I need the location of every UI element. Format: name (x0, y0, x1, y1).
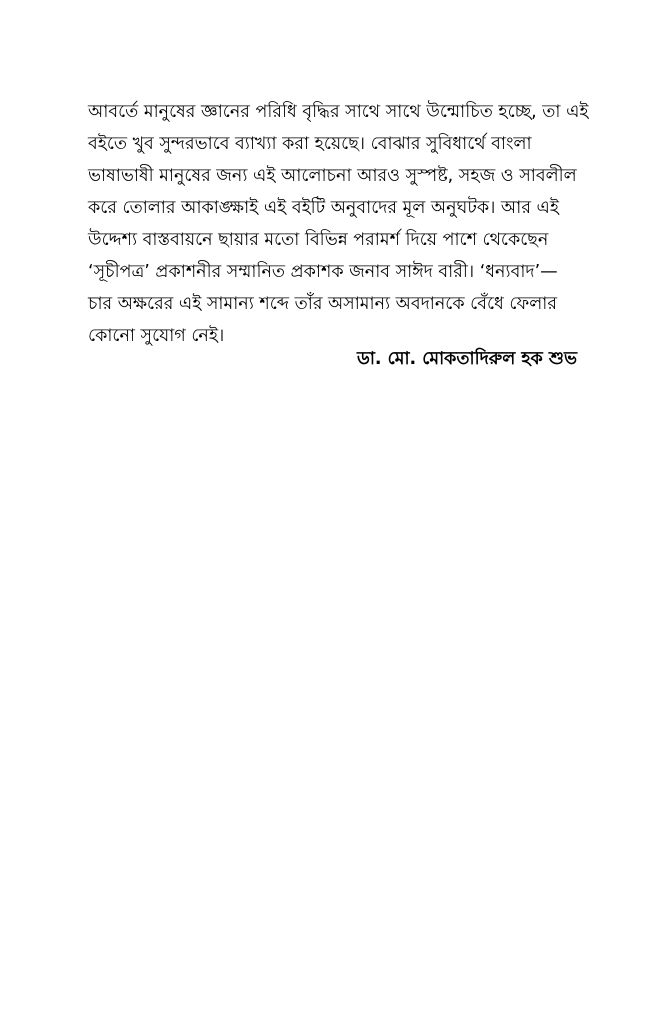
body-paragraph (88, 96, 588, 352)
paragraph-line: উদ্দেশ্য বাস্তবায়নে ছায়ার মতো বিভিন্ন পরামর্শ দিয়ে পাশে থেকেছেন (88, 230, 549, 250)
paragraph-line: করে তোলার আকাঙ্ক্ষাই এই বইটি অনুবাদের মূল অনুঘটক। আর এই (88, 198, 559, 218)
paragraph-line: চার অক্ষরের এই সামান্য শব্দে তাঁর অসামান্য অবদানকে বেঁধে ফেলার (88, 294, 557, 314)
author-signature: ডা. মো. মোকতাদিরুল হক শুভ (356, 349, 577, 369)
paragraph-line: আবর্তে মানুষের জ্ঞানের পরিধি বৃদ্ধির সাথে সাথে উন্মোচিত হচ্ছে, তা এই (88, 102, 589, 122)
paragraph-line: কোনো সুযোগ নেই। (88, 326, 225, 346)
paragraph-line: বইতে খুব সুন্দরভাবে ব্যাখ্যা করা হয়েছে। বোঝার সুবিধার্থে বাংলা (88, 134, 532, 154)
paragraph-line: ভাষাভাষী মানুষের জন্য এই আলোচনা আরও সুস্পষ্ট, সহজ ও সাবলীল (88, 166, 577, 186)
paragraph-line: ‘সূচীপত্র’ প্রকাশনীর সম্মানিত প্রকাশক জনাব সাঈদ বারী। ‘ধন্যবাদ’— (88, 262, 558, 282)
